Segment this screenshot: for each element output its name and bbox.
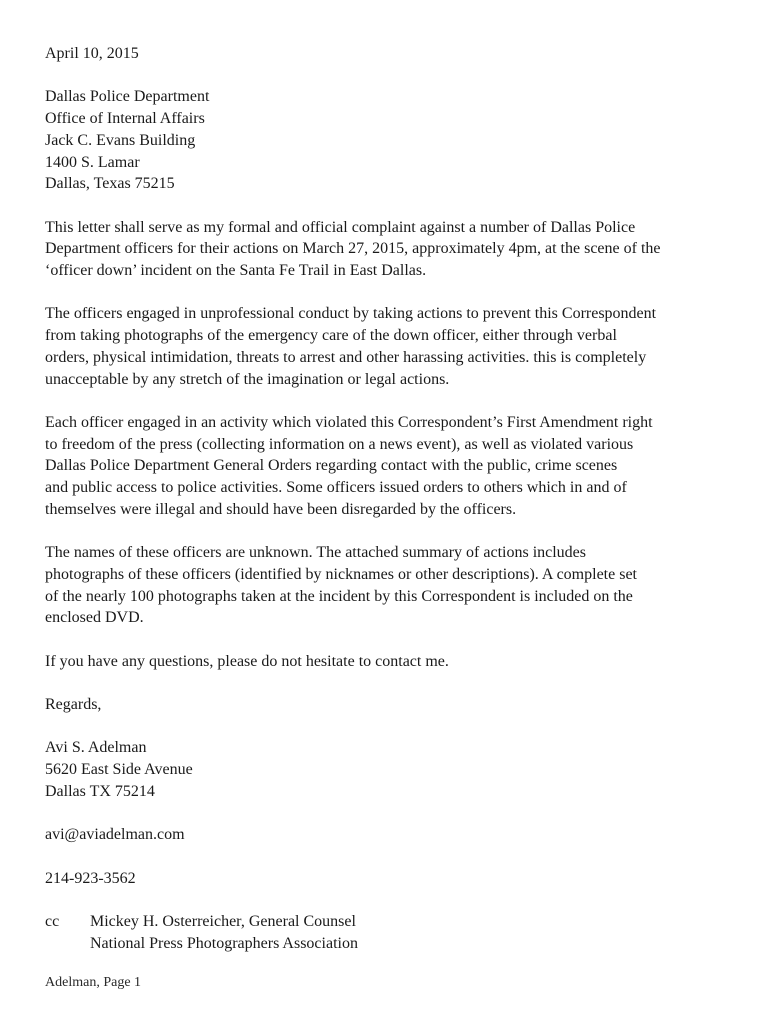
paragraph-line: This letter shall serve as my formal and official complaint against a number of Dallas Police [45,218,636,236]
paragraph-line: Department officers for their actions on March 27, 2015, approximately 4pm, at the scene of the [45,240,661,258]
recipient-line: Dallas Police Department [45,88,210,106]
cc-line: Mickey H. Osterreicher, General Counsel [90,912,356,930]
spacer [45,195,735,217]
paragraph-line: themselves were illegal and should have been disregarded by the officers. [45,500,517,518]
paragraph-contact [45,651,735,673]
sender-name: Avi S. Adelman [45,739,147,757]
spacer [45,390,735,412]
spacer [45,846,735,868]
letter-date: April 10, 2015 [45,45,139,62]
spacer [45,889,735,911]
paragraph-officers [45,542,735,629]
paragraph-line: enclosed DVD. [45,609,144,627]
paragraph-line: photographs of these officers (identified by nicknames or other descriptions). A complete set [45,565,637,583]
paragraph-line: If you have any questions, please do not hesitate to contact me. [45,652,449,670]
spacer [45,520,735,542]
recipient-address [45,86,735,195]
sender-street: 5620 East Side Avenue [45,761,193,779]
paragraph-line: of the nearly 100 photographs taken at the incident by this Correspondent is included on the [45,587,633,605]
spacer [45,65,735,87]
paragraph-line: The names of these officers are unknown. The attached summary of actions includes [45,544,587,562]
cc-block [45,911,735,954]
spacer [45,629,735,651]
recipient-line: Jack C. Evans Building [45,131,196,149]
spacer [45,672,735,694]
sender-city: Dallas TX 75214 [45,782,155,800]
paragraph-line: from taking photographs of the emergency care of the down officer, either through verbal [45,327,617,345]
recipient-line: Office of Internal Affairs [45,110,205,128]
spacer [45,716,735,738]
recipient-line: Dallas, Texas 75215 [45,175,175,193]
paragraph-line: The officers engaged in unprofessional conduct by taking actions to prevent this Correspondent [45,305,657,323]
paragraph-line: Each officer engaged in an activity which violated this Correspondent’s First Amendment right [45,413,653,431]
sender-phone: 214-923-3562 [45,869,136,887]
page-footer: Adelman, Page 1 [45,975,142,990]
paragraph-line: Dallas Police Department General Orders regarding contact with the public, crime scenes [45,457,618,475]
cc-recipient [90,911,358,954]
cc-line: National Press Photographers Association [90,934,358,952]
paragraph-line: to freedom of the press (collecting information on a news event), as well as violated various [45,435,634,453]
paragraph-line: and public access to police activities. Some officers issued orders to others which in and of [45,479,627,496]
letter-body [45,43,735,954]
paragraph-line: orders, physical intimidation, threats to arrest and other harassing activities. this is completely [45,348,647,366]
paragraph-violations [45,412,735,521]
paragraph-conduct [45,303,735,390]
cc-label: cc [45,912,60,930]
spacer [45,802,735,824]
paragraph-line: unacceptable by any stretch of the imagination or legal actions. [45,370,450,388]
paragraph-line: ‘officer down’ incident on the Santa Fe Trail in East Dallas. [45,262,427,279]
sender-address [45,737,735,802]
sender-email: avi@aviadelman.com [45,826,185,844]
paragraph-complaint [45,217,735,282]
closing: Regards, [45,695,102,713]
spacer [45,282,735,304]
recipient-line: 1400 S. Lamar [45,153,140,171]
